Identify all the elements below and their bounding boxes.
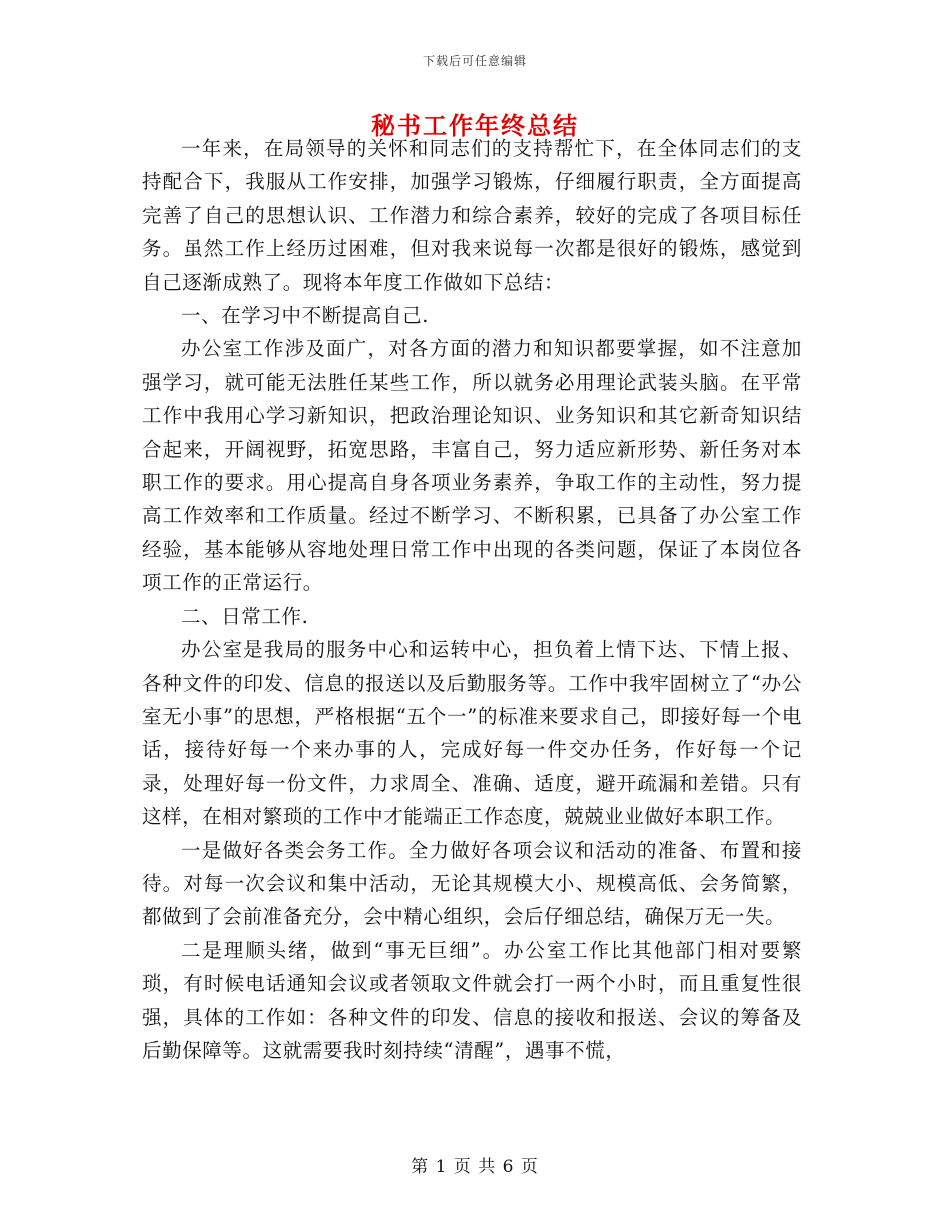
footer-prefix: 第 bbox=[411, 1157, 430, 1177]
footer-total-pages: 6 bbox=[502, 1157, 515, 1177]
paragraph-daily-work: 办公室是我局的服务中心和运转中心，担负着上情下达、下情上报、各种文件的印发、信息的报送以及后勤服务等。工作中我牢固树立了“办公室无小事”的思想，严格根据“五个一”的标准来要求自己，即接好每一个电话，接待好每一个来办事的人，完成好每一件交办任务，作好每一个记录，处理好每一份文件，力求周全、准确、适度，避开疏漏和差错。只有这样，在相对繁琐的工作中才能端正工作态度，兢兢业业做好本职工作。 bbox=[142, 638, 802, 829]
document-title: 秘书工作年终总结 bbox=[371, 111, 579, 140]
section-heading-2: 二、日常工作. bbox=[181, 604, 309, 628]
paragraph-details: 二是理顺头绪，做到“事无巨细”。办公室工作比其他部门相对要繁琐，有时候电话通知会议或者领取文件就会打一两个小时，而且重复性很强，具体的工作如：各种文件的印发、信息的接收和报送、会议的筹备及后勤保障等。这就需要我时刻持续“清醒”，遇事不慌， bbox=[142, 938, 802, 1062]
footer-page-unit: 页 bbox=[453, 1157, 472, 1177]
footer-total-prefix: 共 bbox=[478, 1157, 497, 1177]
paragraph-meetings: 一是做好各类会务工作。全力做好各项会议和活动的准备、布置和接待。对每一次会议和集中活动，无论其规模大小、规模高低、会务简繁，都做到了会前准备充分，会中精心组织，会后仔细总结，确保万无一失。 bbox=[142, 838, 802, 929]
page-footer bbox=[0, 1152, 950, 1177]
document-body bbox=[142, 132, 802, 1067]
paragraph-intro: 一年来，在局领导的关怀和同志们的支持帮忙下，在全体同志们的支持配合下，我服从工作安排，加强学习锻炼，仔细履行职责，全方面提高完善了自己的思想认识、工作潜力和综合素养，较好的完成了各项目标任务。虽然工作上经历过困难，但对我来说每一次都是很好的锻炼，感觉到自己逐渐成熟了。现将本年度工作做如下总结： bbox=[142, 137, 802, 294]
footer-total-unit: 页 bbox=[520, 1157, 539, 1177]
section-heading-1: 一、在学习中不断提高自己. bbox=[181, 304, 429, 328]
page-header: 下载后可任意编辑 bbox=[422, 54, 527, 68]
footer-page-number: 1 bbox=[435, 1157, 448, 1177]
paragraph-learning: 办公室工作涉及面广，对各方面的潜力和知识都要掌握，如不注意加强学习，就可能无法胜任某些工作，所以就务必用理论武装头脑。在平常工作中我用心学习新知识，把政治理论知识、业务知识和其它新奇知识结合起来，开阔视野，拓宽思路，丰富自己，努力适应新形势、新任务对本职工作的要求。用心提高自身各项业务素养，争取工作的主动性，努力提高工作效率和工作质量。经过不断学习、不断积累，已具备了办公室工作经验，基本能够从容地处理日常工作中出现的各类问题，保证了本岗位各项工作的正常运行。 bbox=[142, 337, 802, 595]
